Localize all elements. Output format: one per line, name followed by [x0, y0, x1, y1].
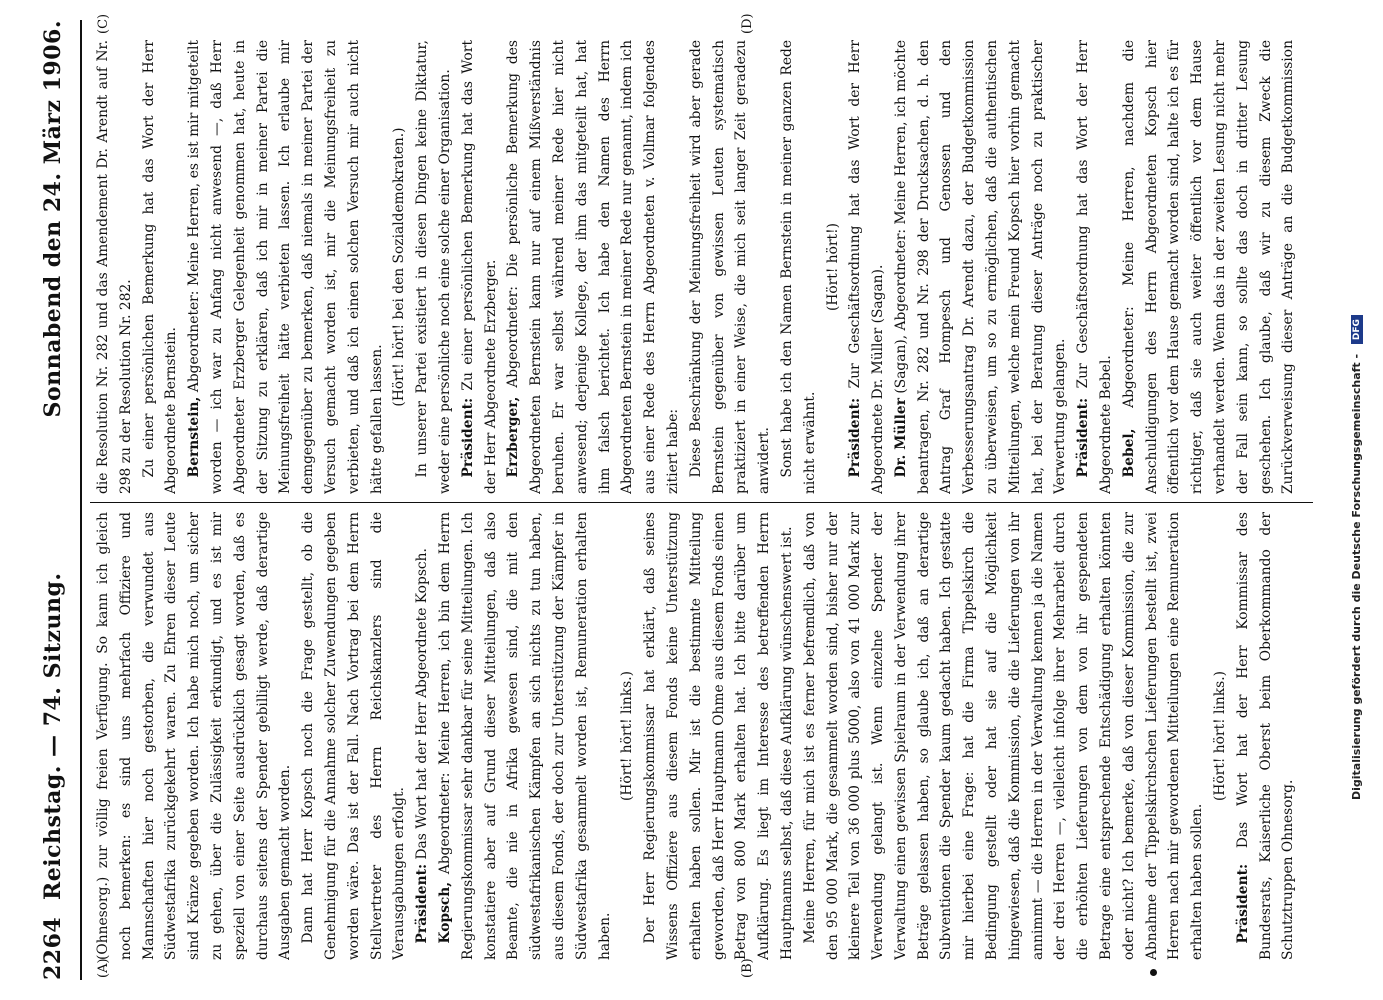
digitization-credit [1350, 40, 1363, 800]
speaker-name: Bernstein, [186, 396, 203, 478]
paragraph-text: Diese Beschränkung der Meinungsfreiheit wird aber gerade Bernstein gegenüber von gewissen Leuten systematisch praktiziert in einer Weise, die mich seit langer Zeit geradezu anwidert. [687, 40, 773, 494]
speaker-name: Präsident: [459, 397, 476, 478]
paragraph-text: (Hört! hört! links.) [1212, 671, 1229, 801]
credit-text: Digitalisierung gefördert durch die Deutsche Forschungsgemeinschaft - [1350, 353, 1363, 800]
paragraph-text: (Sagan), Abgeordneter: Meine Herren, ich möchte beantragen, Nr. 282 und Nr. 298 der Drucksachen, d. h. den Antrag Graf Hompesch und Genossen und den Verbesserungsantrag Dr. Arendt dazu, der Budgetkommission zu überweisen, um so zu ermöglichen, daß die authentischen Mitteilungen, welche mein Freund Kopsch hier vorhin gemacht hat, bei der Beratung dieser Anträge noch zu praktischer Verwertung gelangen. [892, 40, 1069, 494]
header-rule [80, 20, 82, 980]
paragraph [502, 40, 684, 494]
paragraph-text: Zur Geschäftsordnung hat das Wort der Herr Abgeordnete Dr. Müller (Sagan). [847, 40, 887, 494]
margin-marker-b: (B) [740, 958, 755, 978]
paragraph [1072, 40, 1118, 494]
paragraph [616, 512, 639, 960]
paragraph-text: Das Wort hat der Herr Abgeordnete Kopsch. [414, 548, 431, 860]
paragraph-text: Abgeordneter: Meine Herren, ich bin dem Herrn Regierungskommissar sehr dankbar für seine Mitteilungen. Ich konstatiere aber auf Grund dieser Mitteilungen, daß also Beamte, die nie in Afrika gewesen sind, die mit den südwestafrikanischen Kämpfen an sich nichts zu tun haben, aus diesem Fonds, der doch zur Unterstützung der Kämpfer in Südwestafrika gesammelt worden ist, Remuneration erhalten haben. [436, 512, 613, 960]
paragraph [388, 40, 411, 494]
paragraph [639, 512, 799, 960]
paragraph-text: (Hört! hört! bei den Sozialdemokraten.) [391, 127, 408, 407]
session-date: Sonnabend den 24. März 1906. [40, 20, 66, 418]
paragraph-text: die Resolution Nr. 282 und das Amendement Dr. Arendt auf Nr. 298 zu der Resolution Nr. 282. [95, 40, 134, 494]
paragraph [890, 40, 1072, 494]
right-column [92, 40, 1303, 494]
paragraph-text: Der Herr Regierungskommissar hat erklärt, daß seines Wissens Offiziere aus diesem Fonds keine Unterstützung erhalten haben sollen. Mir ist die bestimmte Mitteilung geworden, daß Herr Hauptmann Ohme aus diesem Fonds einen Betrag von 800 Mark erhalten hat. Ich bitte darüber um Aufklärung. Es liegt im Interesse des betreffenden Herrn Hauptmanns selbst, daß diese Aufklärung wünschenswert ist. [642, 512, 795, 960]
paragraph [183, 40, 388, 494]
column-divider [90, 502, 1313, 503]
paragraph [92, 512, 297, 960]
paragraph-text: Zu einer persönlichen Bemerkung hat das Wort der Herr Abgeordnete Erzberger. [459, 40, 499, 494]
paragraph-text: Meine Herren, für mich ist es ferner befremdlich, daß von den 95 000 Mark, die gesammelt worden sind, bisher nur der kleinere Teil von 36 000 plus 5000, also von 41 000 Mark zur Verwendung gelangt ist. Wenn einzelne Spender der Verwaltung einen gewissen Spielraum in der Verwendung ihrer Beträge gelassen haben, so glaube ich, daß an derartige Subventionen die Spender kaum gedacht haben. Ich gestatte mir hierbei eine Frage: hat die Firma Tippelskirch die Bedingung gestellt oder hat sie auf die Möglichkeit hingewiesen, daß die Kommission, die die Lieferungen von ihr annimmt — die Herren in der Verwaltung kennen ja die Namen der drei Herren —, vielleicht infolge ihrer Mehrarbeit durch die erhöhten Lieferungen von dem von ihr gespendeten Betrage eine entsprechende Entschädigung erhalten könnten oder nicht? Ich bemerke, daß von dieser Kommission, die zur Abnahme der Tippelskirchschen Lieferungen bestellt ist, zwei Herren nach mir gewordenen Mitteilungen eine Remuneration erhalten haben sollen. [801, 512, 1206, 960]
speaker-name: Präsident: [414, 863, 431, 944]
paragraph [434, 512, 616, 960]
paragraph [822, 40, 845, 494]
paragraph [457, 40, 503, 494]
paragraph [92, 40, 138, 494]
paragraph-text: Sonst habe ich den Namen Bernstein in meiner ganzen Rede nicht erwähnt. [778, 40, 818, 494]
paragraph [138, 40, 184, 494]
speaker-name: Präsident: [1075, 397, 1092, 478]
paragraph-text: In unserer Partei existiert in diesen Dingen keine Diktatur, weder eine persönliche noch eine solche einer Organisation. [414, 40, 453, 494]
paragraph-text: Abgeordneter: Meine Herren, nachdem die Anschuldigungen des Herrn Abgeordneten Kopsch hier öffentlich vor dem Hause gemacht worden sind, halte ich es für richtiger, daß sie auch weiter öffentlich vor dem Hause verhandelt werden. Wenn das in der zweiten Lesung nicht mehr der Fall sein kann, so sollte das doch in dritter Lesung geschehen. Ich glaube, daß wir zu diesem Zweck die Zurückverweisung dieser Anträge an die Budgetkommission [1120, 40, 1297, 494]
session-title: Reichstag. — 74. Sitzung. [40, 572, 66, 900]
paragraph [799, 512, 1209, 960]
paragraph [844, 40, 890, 494]
margin-bullet [1150, 969, 1157, 976]
paragraph [1232, 512, 1300, 960]
paragraph [1209, 512, 1232, 960]
paragraph-text: (Hört! hört!) [824, 222, 841, 312]
paragraph-text: Das Wort hat der Herr Kommissar des Bundesrats, Kaiserliche Oberst beim Oberkommando der Schutztruppen Ohnesorg. [1234, 512, 1297, 960]
paragraph-text: Abgeordneter: Meine Herren, es ist mir mitgeteilt worden — ich war zu Anfang nicht anwesend —, daß Herr Abgeordneter Erzberger Gelegenheit genommen hat, heute in der Sitzung zu erklären, daß ich mir in meiner Partei die Meinungsfreiheit hätte verbieten lassen. Ich erlaube mir demgegenüber zu bemerken, daß niemals in meiner Partei der Versuch gemacht worden ist, mir die Meinungsfreiheit zu verbieten, und daß ich einen solchen Versuch mir auch nicht hätte gefallen lassen. [186, 40, 385, 494]
paragraph [685, 40, 776, 494]
dfg-logo: DFG [1351, 315, 1363, 344]
margin-marker-c: (C) [96, 13, 111, 34]
paragraph [411, 512, 434, 960]
paragraph [776, 40, 822, 494]
page-header [40, 20, 74, 980]
paragraph [297, 512, 411, 960]
paragraph-text: Abgeordneter: Die persönliche Bemerkung des Abgeordneten Bernstein kann nur auf einem Mißverständnis beruhen. Er war selbst während meiner Rede hier nicht anwesend; derjenige Kollege, der ihm das mitgeteilt hat, hat ihm falsch berichtet. Ich habe den Namen des Herrn Abgeordneten Bernstein in meiner Rede nur genannt, indem ich aus einer Rede des Herrn Abgeordneten v. Vollmar folgendes zitiert habe: [505, 40, 681, 494]
speaker-name: Präsident: [847, 397, 864, 478]
paragraph-text: Zur Geschäftsordnung hat das Wort der Herr Abgeordnete Bebel. [1075, 40, 1115, 494]
margin-marker-a: (A) [96, 958, 111, 978]
paragraph-text: Dann hat Herr Kopsch noch die Frage gestellt, ob die Genehmigung für die Annahme solcher Zuwendungen gegeben worden wäre. Das ist der Fall. Nach Vortrag bei dem Herrn Stellvertreter des Herrn Reichskanzlers sind die Verausgabungen erfolgt. [300, 512, 408, 960]
speaker-name: Erzberger, [505, 396, 522, 478]
paragraph [1118, 40, 1303, 494]
speaker-name: Kopsch, [436, 881, 453, 944]
paragraph-text: (Hört! hört! links.) [619, 671, 636, 801]
left-column [92, 512, 1303, 960]
paragraph-text: (Ohnesorg.) zur völlig freien Verfügung. So kann ich gleich noch bemerken: es sind uns mehrfach Offiziere und Mannschaften hier noch gestorben, die verwundet aus Südwestafrika zurückgekehrt waren. Zu Ehren dieser Leute sind Kränze gegeben worden. Ich habe mich noch, um sicher zu gehen, über die Zulässigkeit erkundigt, und es ist mir speziell von einer Seite ausdrücklich gesagt worden, daß es durchaus seitens der Spender gebilligt werde, daß derartige Ausgaben gemacht worden. [95, 512, 294, 960]
paragraph-text: Zu einer persönlichen Bemerkung hat das Wort der Herr Abgeordnete Bernstein. [140, 40, 180, 494]
page-number: 2264 [40, 916, 66, 980]
paragraph [411, 40, 457, 494]
speaker-name: Präsident: [1234, 863, 1251, 944]
paragraph [1300, 512, 1303, 960]
speaker-name: Bebel, [1120, 428, 1137, 478]
margin-marker-d: (D) [740, 13, 755, 34]
speaker-name: Dr. Müller [892, 398, 909, 478]
